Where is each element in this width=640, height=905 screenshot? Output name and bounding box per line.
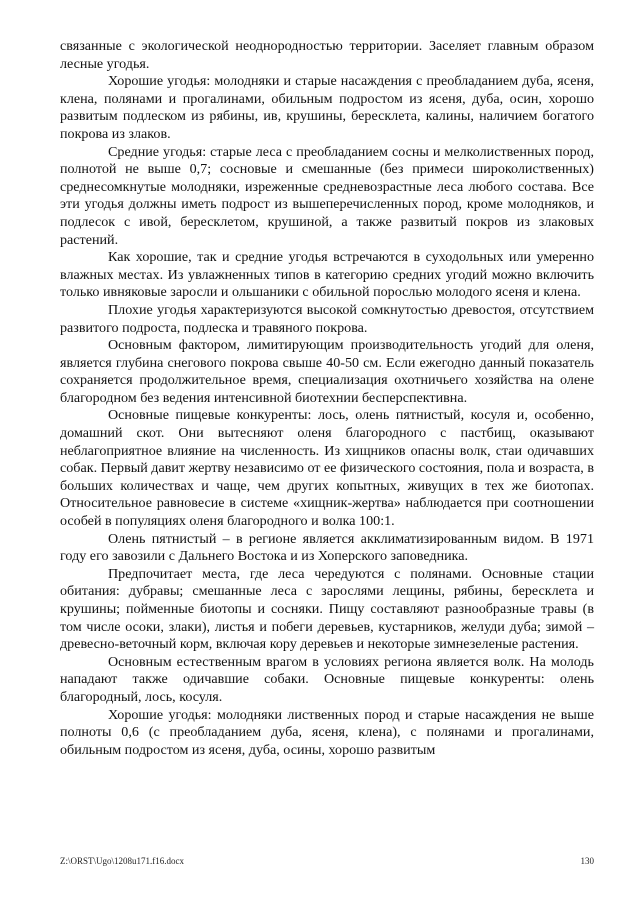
paragraph: Как хорошие, так и средние угодья встречаются в суходольных или умеренно влажных местах. Из увлажненных типов в категорию средних угодий можно включить только ивняковые заросли и ольшаники с обильной порослью молодого ясеня и клена. bbox=[60, 249, 594, 301]
page-number: 130 bbox=[580, 856, 594, 866]
paragraph: Основным фактором, лимитирующим производительность угодий для оленя, является глубина снегового покрова свыше 40-50 см. Если ежегодно данный показатель сохраняется продолжительное время, специализация охотничьего хозяйства на олене благородном без ведения интенсивной биотехнии бесперспективна. bbox=[60, 337, 594, 406]
paragraph: связанные с экологической неоднородностью территории. Заселяет главным образом лесные угодья. bbox=[60, 38, 594, 72]
paragraph: Предпочитает места, где леса чередуются с полянами. Основные стации обитания: дубравы; смешанные леса с зарослями лещины, рябины, бересклета и крушины; пойменные биотопы и сосняки. Пищу составляют разнообразные травы (в том числе осоки, злаки), листья и побеги деревьев, кустарников, желуди дуба; зимой – древесно-веточный корм, включая кору деревьев и некоторые зимнезеленые растения. bbox=[60, 565, 594, 653]
document-body bbox=[60, 38, 594, 759]
paragraph: Основным естественным врагом в условиях региона является волк. На молодь нападают также одичавшие собаки. Основные пищевые конкуренты: олень благородный, лось, косуля. bbox=[60, 653, 594, 705]
paragraph: Плохие угодья характеризуются высокой сомкнутостью древостоя, отсутствием развитого подроста, подлеска и травяного покрова. bbox=[60, 301, 594, 336]
paragraph: Основные пищевые конкуренты: лось, олень пятнистый, косуля и, особенно, домашний скот. Они вытесняют оленя благородного с пастбищ, оказывают неблагоприятное влияние на численность. Из хищников опасны волк, стаи одичавших собак. Первый давит жертву независимо от ее физического состояния, пола и возраста, в больших количествах и чаще, чем других копытных, живущих в тех же биотопах. Относительное равновесие в системе «хищник-жертва» наблюдается при соотношении особей в популяциях оленя благородного и волка 100:1. bbox=[60, 407, 594, 530]
paragraph: Средние угодья: старые леса с преобладанием сосны и мелколиственных пород, полнотой не выше 0,7; сосновые и смешанные (без примеси широколиственных) среднесомкнутые молодняки, изреженные средневозрастные леса любого состава. Все эти угодья должны иметь подрост из вышеперечисленных пород, кроме молодняков, и подлесок с ивой, бересклетом, крушиной, а также развитый покров из злаковых растений. bbox=[60, 143, 594, 248]
page-footer bbox=[60, 856, 594, 866]
paragraph: Олень пятнистый – в регионе является акклиматизированным видом. В 1971 году его завозили с Дальнего Востока и из Хоперского заповедника. bbox=[60, 530, 594, 565]
paragraph: Хорошие угодья: молодняки и старые насаждения с преобладанием дуба, ясеня, клена, полянами и прогалинами, обильным подростом из ясеня, дуба, осин, хорошо развитым подлеском из рябины, ив, крушины, бересклета, калины, наличием богатого покрова из злаков. bbox=[60, 73, 594, 142]
paragraph: Хорошие угодья: молодняки лиственных пород и старые насаждения не выше полноты 0,6 (с преобладанием дуба, ясеня, клена), с полянами и прогалинами, обильным подростом из ясеня, дуба, осины, хорошо развитым bbox=[60, 706, 594, 758]
file-path: Z:\ORST\Ugo\1208u171.f16.docx bbox=[60, 856, 184, 866]
